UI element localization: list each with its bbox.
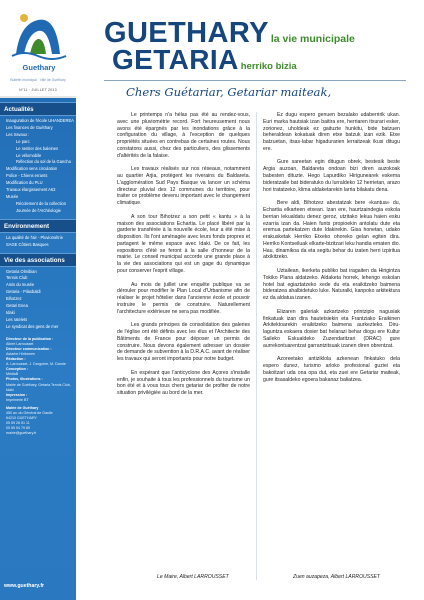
colophon-line: 450 av. du Général de Gaulle bbox=[6, 410, 53, 415]
sidebar-item-association[interactable]: Les ratelets bbox=[6, 316, 28, 322]
sidebar-item-actualite[interactable]: Musée bbox=[6, 193, 19, 199]
sidebar-item-actualite[interactable]: Le sentier des baleines bbox=[16, 145, 59, 151]
sidebar-item-actualite[interactable]: Le parc bbox=[16, 138, 30, 144]
sidebar-item-actualite[interactable]: Inauguration de l'école UHANDEREA bbox=[6, 118, 74, 123]
masthead-line-eu bbox=[112, 44, 297, 75]
sidebar-item-actualite[interactable]: Les travaux : bbox=[6, 131, 30, 137]
editorial-basque bbox=[263, 112, 400, 390]
editorial-paragraph-eu: Azoreetako antiziklola azkenean finkatuko dela espero dunez, turismo arloko profesional guziei eta bakoitzari uda ona opa dut, eta zuei ere Getariar maiteak, gure itsasaldeko egoera bakanaz baliatzea. bbox=[263, 356, 400, 383]
editorial-paragraph-eu: Elizaren galeriak azkartzeko printzipio nagusiak finkatuak izan dira hautetsiekin eta Frantziako Eraikinen Arkitektoarekin eraikitzeko baimena aurkezteko. Diru-laguntza eskaera dosier bat helarazi behar diogu ere Kultur Saileko Eskualdeko Zuzendaritzari (DRAC) gure aurrekontuarentzat garrantzitsuak izanen diren obrentzat. bbox=[263, 308, 400, 349]
editorial-paragraph-eu: Gure sareetan egin ditugun obrek, bestesik beste Argia auzoan, Baldareta ondoan bizi diren auzokoak babesten dituzte. Hego Lapurdiko Hirigunearek eskema bideratzaile bat bideratuko du lurraldeko 12 herrietan, arazo hori tratatzeko, klima aldaketarekin larria bilakatu dena. bbox=[263, 159, 400, 193]
colophon-line: Imprimerie BT bbox=[6, 397, 29, 402]
masthead-title-fr: GUETHARY bbox=[104, 17, 269, 49]
masthead-title-eu: GETARIA bbox=[112, 44, 239, 75]
colophon-heading: Directeur de la publication : bbox=[6, 336, 54, 341]
colophon-heading: Rédaction : bbox=[6, 357, 26, 362]
sidebar-item-association[interactable]: Getari Enea bbox=[6, 303, 28, 309]
column-divider bbox=[256, 112, 257, 580]
colophon-line: Astarbe Hiribarren bbox=[6, 351, 36, 356]
colophon-heading: Conception : bbox=[6, 367, 28, 372]
editorial-paragraph-fr: En espérant que l'anticyclone des Açores s'installe enfin, je souhaite à tous les professionnels du tourisme un bon été et à vous tous chers getariar de profiter de notre situation privilégiée au bord de la mer. bbox=[117, 369, 250, 397]
sidebar-item-association[interactable]: Bihotzez bbox=[6, 296, 22, 302]
sidebar bbox=[0, 0, 76, 600]
sidebar-item-actualite[interactable]: Le vélomobile bbox=[16, 152, 42, 158]
colophon-heading: Directeur communication : bbox=[6, 346, 52, 351]
colophon-line: Albert Larrousset bbox=[6, 341, 34, 346]
editorial-paragraph-fr: A son tour Bihotzez a son petit « kantu » à la maison des associations Echartia. Le placé libéré par la garderie transférée à la nouvelle école, leur a été mise à disposition. Ils l'ont aménagée avec leurs fonds propres et partagent le même espace avec Idaki. De ce fait, les expositions d'été se feront à la salle d'honneur de la mairie. Le conseil municipal accorde une grande place à la vie des associations qui est un gage du dynamique pour conserver l'esprit village. bbox=[117, 213, 250, 274]
editorial-paragraph-eu: Bere aldi, Bihotzez abestatzak bere «kantua» du, Echartia elkarteen etxean. Izan ere, haurtzaindegia eskola berrian lekualdatu denez geroz, utzitako lekua haien esku ezarria izan da. Haien funts propioekin antolatu dute eta eremua partekatzen dute Idakirekin. Gisa honetan, udako erakusketak Herriko Etxeko ohoreko gelan egiten dira. Herriko Kontseiluak elkarte-bizitzari leku handia ematen dio. Hau, dinamikoa da eta segitu behar du izaten herri izpiritua atxikitzeko. bbox=[263, 200, 400, 261]
sidebar-item-actualite[interactable]: Travaux élargissement A63 bbox=[6, 187, 56, 193]
colophon-line: A. Larrousset, J. Darguère, M. Darote bbox=[6, 362, 66, 367]
editorial-paragraph-fr: Les travaux réalisés sur nos réseaux, notamment au quartier Arjia, protègent les riverains du Baldareta. L'agglomération Sud Pays Basque va lancer un schéma directeur pluvial des 12 communes du territoire, pour traiter ce problème devenu important avec le changement climatique. bbox=[117, 166, 250, 207]
environnement-list bbox=[0, 233, 76, 249]
colophon-line: mairie@guethary.fr bbox=[6, 431, 37, 436]
masthead-tagline-fr: la vie municipale bbox=[270, 33, 355, 45]
colophon-heading: Impression : bbox=[6, 392, 28, 397]
sidebar-item-association[interactable]: Tennis Club bbox=[6, 275, 28, 281]
sidebar-item-association[interactable]: Amis du musée bbox=[6, 282, 35, 288]
editorial-paragraph-fr: Au mois de juillet une enquête publique va se dérouler pour modifier le Plan Local d'Urbanisme afin de réaliser le projet hôtelier dans l'ancienne école et pouvoir instruire le permis de construire. Naturellement l'architecture extérieure ne sera pas modifiée. bbox=[117, 281, 250, 315]
signature-basque: Zuen auzapeza, Albert LARROUSSET bbox=[293, 574, 381, 580]
colophon-line: 05 59 26 51 11 bbox=[6, 421, 30, 426]
sidebar-item-association[interactable]: Getaria - Pilaxbaldi bbox=[6, 289, 41, 295]
sidebar-item-environnement[interactable]: La qualité de l'air - Pluviométrie bbox=[6, 234, 63, 240]
colophon-line: Mairie de Guéthary, Getaria Tennis Club, Idaki bbox=[6, 382, 71, 392]
logo-wordmark: Guethary bbox=[22, 63, 56, 72]
editorial-paragraph-eu: Uztailean, ikerketa publiko bat iragaiten da Hirigintza Tokiko Plana aldatzeko. Aldaketa horrek, lehengo eskolan hotel bat egiaztatzeko xede du eta eraikitzeko baimena bideratzea ahalbidetuko luke. Naturalki, kanpoko arkitektura ez da aldatua izanen. bbox=[263, 268, 400, 302]
editorial-paragraph-eu: Ez dugu espero genuen bezalako udaberririk ukan. Euri marka hautsiak izan baitira ere, herriaren itxurari esker, zorionez, uholdeak ez gaituzte hunkitu, bide batzuen beheraldean kokatuak diren etxe batzuk izan ezik. Etxe batzuetan, itsas-labar higadurarien lerraitzeak ikusi ditugu ere. bbox=[263, 112, 400, 152]
sidebar-item-association[interactable]: Le syndicat des gens de mer bbox=[6, 323, 59, 329]
editorial-greeting: Chers Guétariar, Getariar maiteak, bbox=[126, 85, 332, 99]
sidebar-item-association[interactable]: Idaki bbox=[6, 309, 15, 315]
logo-tagline: Bulletin municipal · Ville de Guéthary bbox=[10, 78, 66, 82]
editorial-paragraph-fr: Les grands principes de consolidation des galeries de l'église ont été définis avec les élus et l'Architecte des Bâtiments de France pour déposer un permis de construire. Nous devons également adresser un dossier de demande de subvention à la D.R.A.C. avant de réaliser les travaux qui seront importants pour notre budget. bbox=[117, 322, 250, 363]
section-heading-environnement: Environnement bbox=[0, 219, 76, 233]
colophon-heading: Mairie de Guéthary bbox=[6, 405, 39, 410]
section-heading-actualites: Actualités bbox=[0, 102, 76, 116]
sidebar-item-actualite[interactable]: Modification du PLU bbox=[6, 180, 43, 186]
sidebar-item-actualite[interactable]: Récolement de la collection bbox=[16, 200, 67, 206]
issue-number: N°11 · JUILLET 2013 bbox=[19, 88, 57, 92]
section-heading-associations: Vie des associations bbox=[0, 253, 76, 267]
colophon-heading: Photos, illustrations : bbox=[6, 377, 43, 382]
associations-list bbox=[0, 267, 76, 331]
town-logo[interactable] bbox=[0, 0, 76, 98]
colophon-line: 05 59 54 79 89 bbox=[6, 426, 30, 431]
masthead-line-fr bbox=[104, 17, 355, 49]
sidebar-item-actualite[interactable]: Modification sens circulation bbox=[6, 166, 58, 172]
sidebar-item-association[interactable]: Getaria Olmibian bbox=[6, 268, 37, 274]
sidebar-item-actualite[interactable]: Réfection du sol de la Gancha bbox=[16, 159, 71, 165]
masthead-divider bbox=[104, 80, 406, 81]
colophon-line: 64210 GUETHARY bbox=[6, 416, 37, 421]
colophon-line: MédiaB bbox=[6, 372, 19, 377]
actualites-list bbox=[0, 116, 76, 215]
colophon bbox=[0, 331, 76, 437]
sidebar-item-actualite[interactable]: Les finances de Guéthary bbox=[6, 124, 53, 130]
town-crest-icon bbox=[6, 4, 70, 62]
website-link[interactable]: www.guethary.fr bbox=[4, 583, 45, 589]
editorial-paragraph-fr: Le printemps n'a hélas pas été au rendez-vous, avec une pluviométrie record. Fort heureusement nous avons été épargnés par les inondations grâce à la configuration du village, à l'exception de quelques propriétés situées en contrebas de certaines routes. Nous constatons aussi, chez des particuliers, des glissements d'altérités de la falaise. bbox=[117, 112, 250, 159]
editorial-french bbox=[117, 112, 250, 404]
sidebar-item-actualite[interactable]: Journée de l'Archéologie bbox=[16, 207, 61, 213]
sidebar-item-actualite[interactable]: Police - Chiens errants bbox=[6, 173, 48, 179]
signature-french: Le Maire, Albert LARROUSSET bbox=[157, 574, 229, 580]
sidebar-item-environnement[interactable]: SAGE Côtiers Basques bbox=[6, 241, 49, 247]
masthead-tagline-eu: herriko bizia bbox=[240, 61, 297, 72]
